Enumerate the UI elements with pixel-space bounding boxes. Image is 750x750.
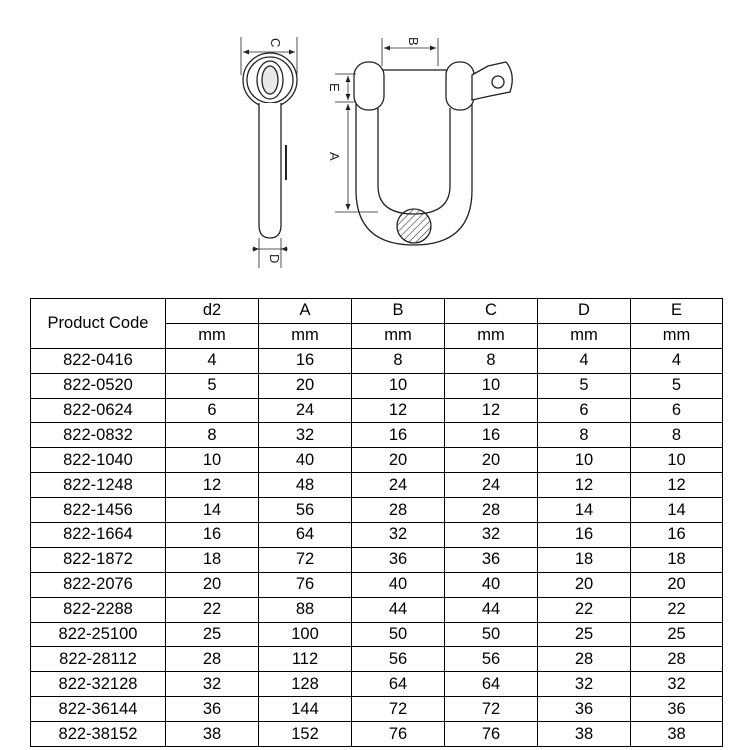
- value-cell: 100: [259, 622, 352, 647]
- value-cell: 36: [352, 547, 445, 572]
- unit-header: mm: [631, 323, 723, 348]
- value-cell: 12: [352, 398, 445, 423]
- product-code-cell: 822-25100: [31, 622, 166, 647]
- value-cell: 32: [445, 523, 538, 548]
- value-cell: 76: [259, 572, 352, 597]
- value-cell: 128: [259, 672, 352, 697]
- header-row-names: [31, 299, 723, 324]
- column-header: d2: [166, 299, 259, 324]
- product-code-cell: 822-32128: [31, 672, 166, 697]
- unit-header: mm: [445, 323, 538, 348]
- value-cell: 5: [631, 373, 723, 398]
- column-header: A: [259, 299, 352, 324]
- value-cell: 14: [631, 498, 723, 523]
- value-cell: 10: [538, 448, 631, 473]
- value-cell: 22: [631, 597, 723, 622]
- value-cell: 14: [166, 498, 259, 523]
- table-row: [31, 572, 723, 597]
- value-cell: 20: [352, 448, 445, 473]
- value-cell: 28: [631, 647, 723, 672]
- value-cell: 38: [538, 722, 631, 747]
- value-cell: 64: [259, 523, 352, 548]
- table-row: [31, 722, 723, 747]
- value-cell: 6: [631, 398, 723, 423]
- value-cell: 25: [166, 622, 259, 647]
- column-header: C: [445, 299, 538, 324]
- value-cell: 16: [631, 523, 723, 548]
- value-cell: 4: [631, 348, 723, 373]
- product-code-header: Product Code: [31, 299, 166, 349]
- value-cell: 152: [259, 722, 352, 747]
- value-cell: 88: [259, 597, 352, 622]
- value-cell: 76: [445, 722, 538, 747]
- value-cell: 16: [352, 423, 445, 448]
- value-cell: 56: [259, 498, 352, 523]
- value-cell: 72: [259, 547, 352, 572]
- value-cell: 38: [166, 722, 259, 747]
- value-cell: 44: [445, 597, 538, 622]
- value-cell: 4: [166, 348, 259, 373]
- table-row: [31, 523, 723, 548]
- value-cell: 50: [445, 622, 538, 647]
- table-body: [31, 348, 723, 746]
- dim-label-e: E: [327, 83, 342, 92]
- product-code-cell: 822-1872: [31, 547, 166, 572]
- value-cell: 22: [538, 597, 631, 622]
- value-cell: 25: [538, 622, 631, 647]
- value-cell: 16: [259, 348, 352, 373]
- value-cell: 8: [631, 423, 723, 448]
- value-cell: 12: [631, 473, 723, 498]
- value-cell: 20: [166, 572, 259, 597]
- value-cell: 18: [631, 547, 723, 572]
- table-row: [31, 647, 723, 672]
- value-cell: 36: [445, 547, 538, 572]
- value-cell: 20: [631, 572, 723, 597]
- value-cell: 144: [259, 697, 352, 722]
- value-cell: 5: [538, 373, 631, 398]
- product-code-cell: 822-1456: [31, 498, 166, 523]
- value-cell: 18: [538, 547, 631, 572]
- table-row: [31, 373, 723, 398]
- value-cell: 24: [259, 398, 352, 423]
- product-code-cell: 822-2076: [31, 572, 166, 597]
- value-cell: 32: [631, 672, 723, 697]
- value-cell: 16: [166, 523, 259, 548]
- value-cell: 14: [538, 498, 631, 523]
- column-header: B: [352, 299, 445, 324]
- unit-header: mm: [166, 323, 259, 348]
- value-cell: 28: [538, 647, 631, 672]
- value-cell: 12: [538, 473, 631, 498]
- value-cell: 5: [166, 373, 259, 398]
- value-cell: 56: [352, 647, 445, 672]
- product-code-cell: 822-0832: [31, 423, 166, 448]
- value-cell: 16: [538, 523, 631, 548]
- value-cell: 48: [259, 473, 352, 498]
- value-cell: 32: [352, 523, 445, 548]
- dim-label-d: D: [267, 254, 282, 264]
- value-cell: 20: [445, 448, 538, 473]
- product-code-cell: 822-36144: [31, 697, 166, 722]
- value-cell: 8: [538, 423, 631, 448]
- table-row: [31, 448, 723, 473]
- product-code-cell: 822-0416: [31, 348, 166, 373]
- value-cell: 28: [445, 498, 538, 523]
- value-cell: 38: [631, 722, 723, 747]
- table-row: [31, 622, 723, 647]
- value-cell: 8: [166, 423, 259, 448]
- value-cell: 32: [259, 423, 352, 448]
- value-cell: 50: [352, 622, 445, 647]
- value-cell: 32: [538, 672, 631, 697]
- unit-header: mm: [259, 323, 352, 348]
- table-row: [31, 423, 723, 448]
- value-cell: 20: [538, 572, 631, 597]
- side-view: [241, 37, 297, 268]
- value-cell: 24: [445, 473, 538, 498]
- product-code-cell: 822-1248: [31, 473, 166, 498]
- value-cell: 72: [352, 697, 445, 722]
- table-row: [31, 348, 723, 373]
- value-cell: 36: [631, 697, 723, 722]
- unit-header: mm: [352, 323, 445, 348]
- value-cell: 36: [166, 697, 259, 722]
- table-row: [31, 697, 723, 722]
- value-cell: 16: [445, 423, 538, 448]
- table-row: [31, 398, 723, 423]
- unit-header: mm: [538, 323, 631, 348]
- product-code-cell: 822-38152: [31, 722, 166, 747]
- value-cell: 28: [352, 498, 445, 523]
- spec-table: [30, 298, 723, 747]
- value-cell: 76: [352, 722, 445, 747]
- value-cell: 20: [259, 373, 352, 398]
- value-cell: 64: [445, 672, 538, 697]
- value-cell: 8: [352, 348, 445, 373]
- value-cell: 10: [631, 448, 723, 473]
- product-code-cell: 822-28112: [31, 647, 166, 672]
- value-cell: 6: [538, 398, 631, 423]
- product-code-cell: 822-0520: [31, 373, 166, 398]
- dim-label-c: C: [268, 38, 283, 48]
- value-cell: 40: [352, 572, 445, 597]
- value-cell: 40: [445, 572, 538, 597]
- table-header: [31, 299, 723, 349]
- product-code-cell: 822-2288: [31, 597, 166, 622]
- value-cell: 10: [352, 373, 445, 398]
- table-row: [31, 473, 723, 498]
- value-cell: 25: [631, 622, 723, 647]
- value-cell: 10: [445, 373, 538, 398]
- product-code-cell: 822-0624: [31, 398, 166, 423]
- value-cell: 36: [538, 697, 631, 722]
- column-header: E: [631, 299, 723, 324]
- shackle-drawing: [0, 0, 750, 295]
- value-cell: 12: [445, 398, 538, 423]
- value-cell: 64: [352, 672, 445, 697]
- value-cell: 72: [445, 697, 538, 722]
- product-code-cell: 822-1664: [31, 523, 166, 548]
- value-cell: 10: [166, 448, 259, 473]
- value-cell: 28: [166, 647, 259, 672]
- value-cell: 44: [352, 597, 445, 622]
- dim-label-b: B: [406, 37, 421, 46]
- value-cell: 4: [538, 348, 631, 373]
- table-row: [31, 498, 723, 523]
- value-cell: 12: [166, 473, 259, 498]
- value-cell: 32: [166, 672, 259, 697]
- front-view: [335, 38, 512, 245]
- table-row: [31, 597, 723, 622]
- value-cell: 40: [259, 448, 352, 473]
- product-code-cell: 822-1040: [31, 448, 166, 473]
- value-cell: 18: [166, 547, 259, 572]
- value-cell: 6: [166, 398, 259, 423]
- value-cell: 22: [166, 597, 259, 622]
- value-cell: 112: [259, 647, 352, 672]
- value-cell: 56: [445, 647, 538, 672]
- table-row: [31, 672, 723, 697]
- column-header: D: [538, 299, 631, 324]
- dim-label-a: A: [327, 152, 342, 161]
- table-row: [31, 547, 723, 572]
- value-cell: 8: [445, 348, 538, 373]
- value-cell: 24: [352, 473, 445, 498]
